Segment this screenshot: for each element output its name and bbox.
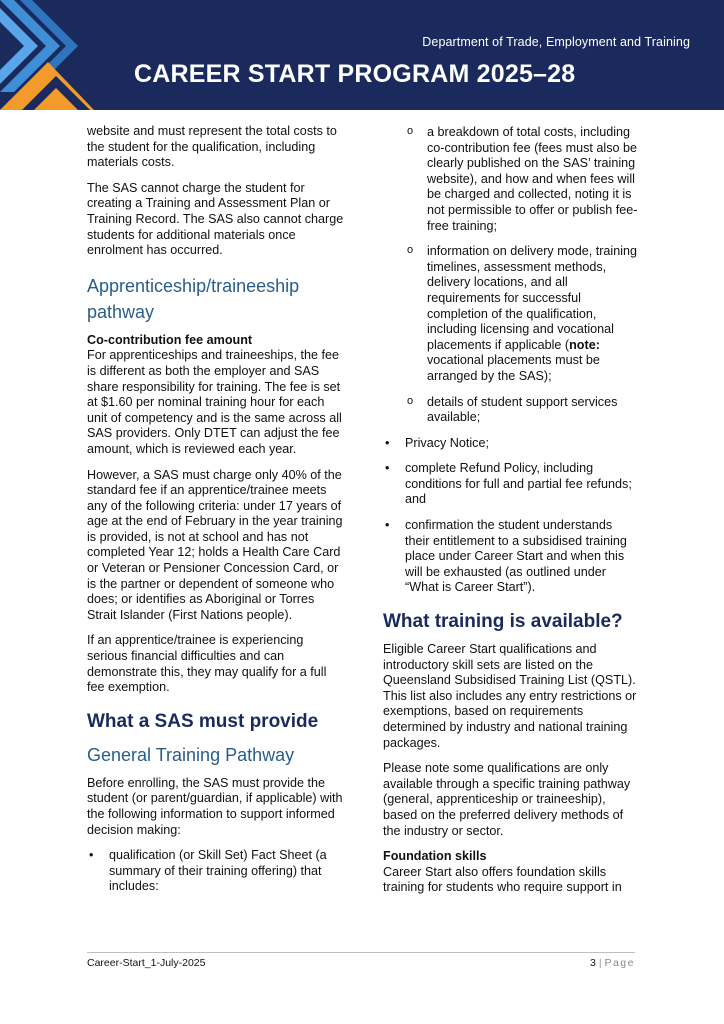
page-number: 3 (590, 957, 596, 969)
paragraph: The SAS cannot charge the student for creating a Training and Assessment Plan or Training Record. The SAS also cannot charge students for additional materials once enrolment has occurred. (87, 180, 344, 258)
bullet-list (87, 848, 345, 895)
paragraph: website and must represent the total costs to the student for the qualification, including materials costs. (87, 124, 337, 170)
section-heading-sas-provide: What a SAS must provide (87, 710, 319, 732)
list-item-text: vocational placements must be arranged by the SAS); (427, 353, 600, 383)
page-separator: | (598, 957, 602, 969)
left-column (87, 124, 345, 905)
right-column (383, 124, 639, 906)
page-header (0, 0, 724, 110)
page-footer (87, 952, 635, 970)
paragraph: Career Start also offers foundation skills training for students who require support in (383, 864, 622, 895)
paragraph: If an apprentice/trainee is experiencing serious financial difficulties and can demonstrate this, they may qualify for a full fee exemption. (87, 633, 327, 695)
paragraph: Eligible Career Start qualifications and introductory skill sets are listed on the Queensland Subsidised Training List (QSTL). This list also includes any entry restrictions or exemptions, based on requirements determined by industry and national training packages. (383, 642, 637, 750)
section-heading-general-pathway: General Training Pathway (87, 744, 295, 765)
subheading-co-contribution-fee: Co-contribution fee amount (87, 332, 253, 347)
paragraph: However, a SAS must charge only 40% of the standard fee if an apprentice/trainee meets any of the following criteria: under 17 years of age at the end of February in the year training is provided, is not at school and has not completed Year 12; holds a Health Care Card or Veteran or Pensioner Concession Card, or is the partner or dependent of someone who does; or identifies as Aboriginal or Torres Strait Islander (First Nations people). (87, 467, 343, 622)
list-item (405, 244, 639, 384)
list-item: • confirmation the student understands their entitlement to a subsidised training place under Career Start and when this will be exhausted (as outlined under “What is Career Start”). (383, 518, 639, 596)
footer-page-number (590, 957, 635, 970)
list-item-text: information on delivery mode, training timelines, assessment methods, delivery locations, and all requirements for successful completion of the qualification, including licensing and vocational placements if applicable ( (427, 244, 638, 352)
section-heading-training-available: What training is available? (383, 611, 623, 633)
list-item: • Privacy Notice; (383, 436, 639, 452)
department-name: Department of Trade, Employment and Training (422, 35, 690, 49)
list-item: o details of student support services available; (405, 395, 639, 426)
paragraph: Please note some qualifications are only available through a specific training pathway (general, apprenticeship or traineeship), based on the preferred delivery methods of the industry or sector. (383, 761, 631, 838)
sub-bullet-list (405, 125, 639, 426)
chevron-graphic-icon (0, 0, 130, 110)
list-item: o a breakdown of total costs, including co-contribution fee (fees must also be clearly published on the SAS’ training website), and how and when fees will be charged and collected, noting it is not permissible to offer or publish fee-free training; (405, 125, 639, 234)
paragraph: For apprenticeships and traineeships, the fee is different as both the employer and SAS share responsibility for training. The fee is set at $1.60 per nominal training hour for each unit of competency and is the same across all SAS providers. Only DTET can adjust the fee amount, which is reviewed each year. (87, 348, 342, 456)
footer-document-id: Career-Start_1-July-2025 (87, 957, 206, 969)
paragraph: Before enrolling, the SAS must provide the student (or parent/guardian, if applicable) with the following information to support informed decision making: (87, 775, 343, 837)
subheading-foundation-skills: Foundation skills (383, 849, 487, 864)
page-label: Page (604, 957, 635, 969)
note-label: note: (569, 337, 600, 352)
list-item: • qualification (or Skill Set) Fact Sheet (a summary of their training offering) that includes: (87, 848, 345, 895)
page-title: CAREER START PROGRAM 2025–28 (134, 60, 576, 88)
list-item: • complete Refund Policy, including conditions for full and partial fee refunds; and (383, 461, 639, 508)
bullet-list (383, 436, 639, 596)
section-heading-apprenticeship: Apprenticeship/traineeship pathway (87, 275, 300, 322)
